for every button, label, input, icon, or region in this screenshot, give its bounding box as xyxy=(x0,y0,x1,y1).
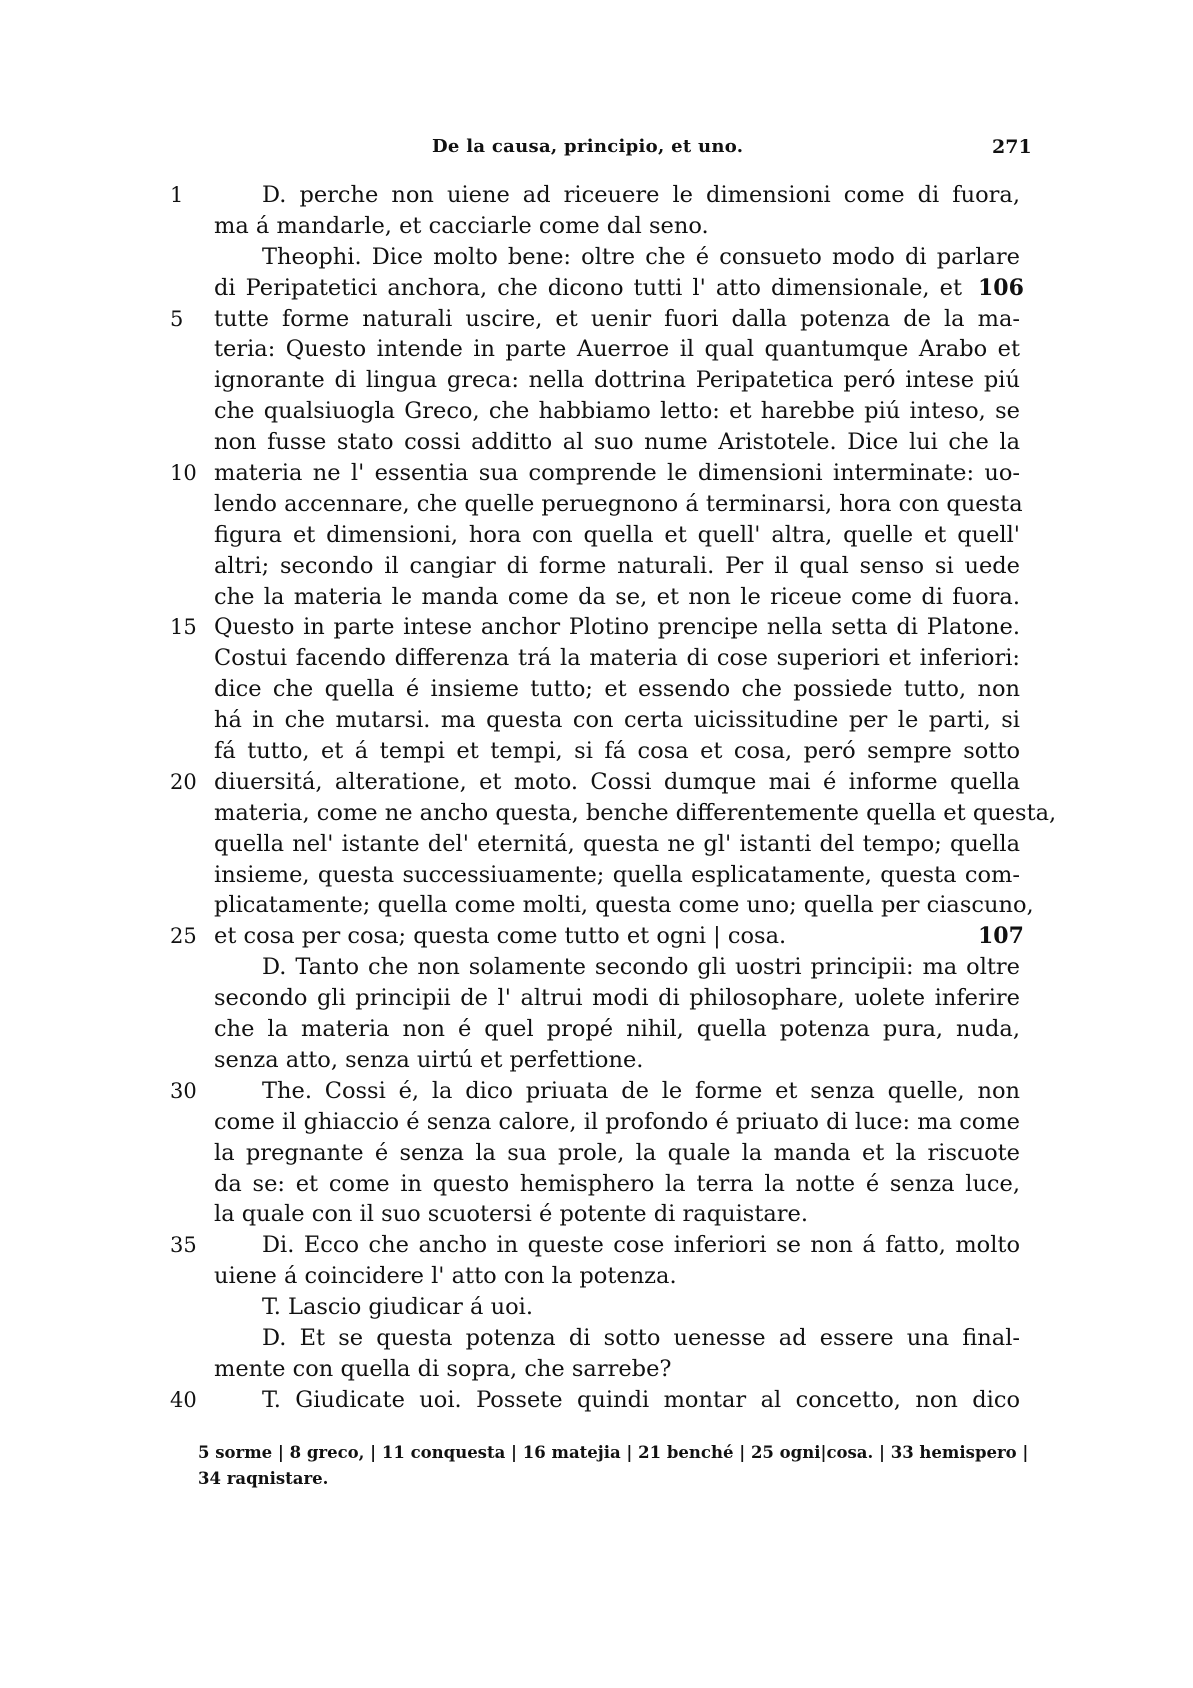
line-number: 40 xyxy=(170,1387,197,1412)
text-line xyxy=(0,365,1193,396)
body-text xyxy=(0,180,1193,1416)
line-text: D. Tanto che non solamente secondo gli uostri principii: ma oltre xyxy=(262,954,1020,981)
text-line xyxy=(0,1138,1193,1169)
line-text: The. Cossi é, la dico priuata de le forme et senza quelle, non xyxy=(262,1077,1020,1104)
text-line xyxy=(0,334,1193,365)
text-line xyxy=(0,1323,1193,1354)
line-text: altri; secondo il cangiar di forme naturali. Per il qual senso si uede xyxy=(214,552,1020,579)
text-line xyxy=(0,1199,1193,1230)
line-text: dice che quella é insieme tutto; et essendo che possiede tutto, non xyxy=(214,676,1020,703)
line-text: uiene á coincidere l' atto con la potenza. xyxy=(214,1263,677,1290)
text-line xyxy=(0,1230,1193,1261)
edition-page-ref: 106 xyxy=(978,274,1024,301)
line-text: Di. Ecco che ancho in queste cose inferiori se non á fatto, molto xyxy=(262,1232,1020,1259)
line-text: et cosa per cosa; questa come tutto et ogni | cosa. xyxy=(214,923,787,950)
text-line xyxy=(0,273,1193,304)
text-line xyxy=(0,952,1193,983)
line-number: 30 xyxy=(170,1078,197,1103)
text-line xyxy=(0,1045,1193,1076)
text-line xyxy=(0,427,1193,458)
text-line xyxy=(0,983,1193,1014)
text-line xyxy=(0,396,1193,427)
line-text: come il ghiaccio é senza calore, il profondo é priuato di luce: ma come xyxy=(214,1108,1020,1135)
line-text: ignorante di lingua greca: nella dottrina Peripatetica peró intese piú xyxy=(214,367,1020,394)
running-title: De la causa, principio, et uno. xyxy=(432,136,744,157)
line-number: 20 xyxy=(170,769,197,794)
text-line xyxy=(0,1292,1193,1323)
line-text: insieme, questa successiuamente; quella esplicatamente, questa com- xyxy=(214,861,1020,888)
text-line xyxy=(0,890,1193,921)
line-text: T. Giudicate uoi. Possete quindi montar al concetto, non dico xyxy=(262,1386,1020,1413)
line-number: 35 xyxy=(170,1233,197,1258)
text-line xyxy=(0,674,1193,705)
text-line xyxy=(0,304,1193,335)
text-line xyxy=(0,1354,1193,1385)
text-line xyxy=(0,551,1193,582)
line-text: da se: et come in questo hemisphero la terra la notte é senza luce, xyxy=(214,1170,1020,1197)
edition-page-ref: 107 xyxy=(978,923,1024,950)
text-line xyxy=(0,1169,1193,1200)
line-number: 1 xyxy=(170,183,184,207)
line-text: non fusse stato cossi additto al suo nume Aristotele. Dice lui che la xyxy=(214,429,1020,456)
line-text: D. perche non uiene ad riceuere le dimensioni come di fuora, xyxy=(262,182,1020,208)
line-text: che la materia non é quel propé nihil, quella potenza pura, nuda, xyxy=(214,1016,1020,1043)
line-text: D. Et se questa potenza di sotto uenesse ad essere una final- xyxy=(262,1324,1020,1351)
line-text: secondo gli principii de l' altrui modi di philosophare, uolete inferire xyxy=(214,985,1020,1012)
line-text: che qualsiuogla Greco, che habbiamo letto: et harebbe piú inteso, se xyxy=(214,398,1020,425)
line-number: 10 xyxy=(170,461,197,486)
text-line xyxy=(0,242,1193,273)
text-line xyxy=(0,582,1193,613)
line-text: fá tutto, et á tempi et tempi, si fá cosa et cosa, peró sempre sotto xyxy=(214,738,1020,765)
line-text: diuersitá, alteratione, et moto. Cossi dumque mai é informe quella xyxy=(214,768,1020,795)
line-text: materia, come ne ancho questa, benche differentemente quella et questa, xyxy=(214,799,1057,826)
line-text: Costui facendo differenza trá la materia di cose superiori et inferiori: xyxy=(214,645,1020,672)
text-line xyxy=(0,1385,1193,1416)
line-number: 15 xyxy=(170,615,197,640)
text-line xyxy=(0,612,1193,643)
text-line xyxy=(0,860,1193,891)
line-text: quella nel' istante del' eternitá, questa ne gl' istanti del tempo; quella xyxy=(214,830,1020,857)
text-line xyxy=(0,489,1193,520)
line-text: senza atto, senza uirtú et perfettione. xyxy=(214,1046,644,1073)
text-line xyxy=(0,211,1193,242)
text-line xyxy=(0,520,1193,551)
text-line xyxy=(0,829,1193,860)
page-number: 271 xyxy=(992,136,1032,158)
critical-apparatus xyxy=(198,1440,1029,1492)
line-number: 5 xyxy=(170,306,184,331)
line-text: Questo in parte intese anchor Plotino prencipe nella setta di Platone. xyxy=(214,614,1020,641)
apparatus-line: 5 sorme | 8 greco, | 11 conquesta | 16 matejia | 21 benché | 25 ogni|cosa. | 33 hemispero | xyxy=(198,1443,1029,1462)
line-text: ma á mandarle, et cacciarle come dal seno. xyxy=(214,212,709,239)
text-line xyxy=(0,767,1193,798)
line-text: figura et dimensioni, hora con quella et quell' altra, quelle et quell' xyxy=(214,521,1020,548)
line-text: che la materia le manda come da se, et non le riceue come di fuora. xyxy=(214,583,1020,610)
line-text: materia ne l' essentia sua comprende le dimensioni interminate: uo- xyxy=(214,460,1020,487)
text-line xyxy=(0,180,1193,211)
text-line xyxy=(0,1107,1193,1138)
line-text: teria: Questo intende in parte Auerroe il qual quantumque Arabo et xyxy=(214,336,1020,363)
text-line xyxy=(0,798,1193,829)
line-text: plicatamente; quella come molti, questa come uno; quella per ciascuno, xyxy=(214,892,1034,919)
line-text: la pregnante é senza la sua prole, la quale la manda et la riscuote xyxy=(214,1139,1020,1166)
line-text: há in che mutarsi. ma questa con certa uicissitudine per le parti, si xyxy=(214,707,1020,734)
line-text: Theophi. Dice molto bene: oltre che é consueto modo di parlare xyxy=(262,243,1020,270)
text-line xyxy=(0,1261,1193,1292)
text-line xyxy=(0,736,1193,767)
line-text: tutte forme naturali uscire, et uenir fuori dalla potenza de la ma- xyxy=(214,305,1020,332)
text-line xyxy=(0,1076,1193,1107)
line-text: la quale con il suo scuotersi é potente di raquistare. xyxy=(214,1201,809,1228)
text-line xyxy=(0,1014,1193,1045)
text-line xyxy=(0,705,1193,736)
text-line xyxy=(0,643,1193,674)
line-text: lendo accennare, che quelle peruegnono á terminarsi, hora con questa xyxy=(214,490,1023,517)
line-text: T. Lascio giudicar á uoi. xyxy=(262,1294,533,1321)
running-head xyxy=(0,136,1193,164)
text-line xyxy=(0,921,1193,952)
line-text: di Peripatetici anchora, che dicono tutti l' atto dimensionale, et xyxy=(214,274,962,301)
line-number: 25 xyxy=(170,924,197,949)
apparatus-line: 34 raqnistare. xyxy=(198,1469,329,1488)
text-line xyxy=(0,458,1193,489)
line-text: mente con quella di sopra, che sarrebe? xyxy=(214,1355,672,1382)
